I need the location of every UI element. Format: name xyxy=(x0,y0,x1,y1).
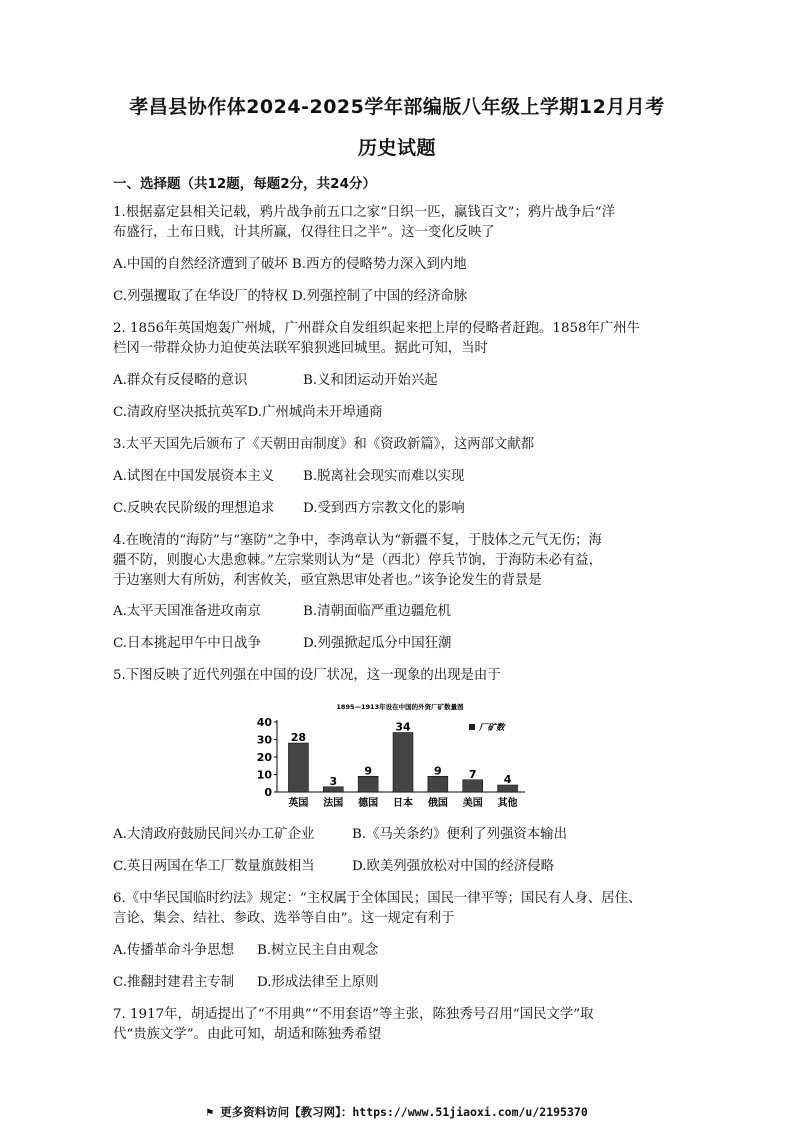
bar-value-label: 9 xyxy=(434,764,442,778)
q5-option-a: A.大清政府鼓励民间兴办工矿企业 xyxy=(113,827,315,842)
legend-swatch xyxy=(469,724,475,730)
chart-bars xyxy=(288,721,517,810)
legend-label: 厂矿数 xyxy=(479,723,505,733)
q4-stem-line3: 于边塞则大有所妨，利害攸关，亟宜熟思审处者也。”该争论发生的背景是 xyxy=(113,573,542,588)
q6-option-a: A.传播革命斗争思想 xyxy=(113,943,235,958)
q5-option-c: C.英日两国在华工厂数量旗鼓相当 xyxy=(113,859,315,874)
q4-stem-line2: 疆不防，则腹心大患愈棘。”左宗棠则认为“是（西北）停兵节饷，于海防未必有益， xyxy=(113,553,603,568)
q5-stem-line1: 5.下图反映了近代列强在中国的设厂状况，这一现象的出现是由于 xyxy=(113,668,501,683)
q4-option-c: C.日本挑起甲午中日战争 xyxy=(113,636,261,651)
q6-option-c: C.推翻封建君主专制 xyxy=(113,975,235,990)
bar-6 xyxy=(498,785,518,792)
bar-4 xyxy=(428,776,448,792)
q2-options-cd: C.清政府坚决抵抗英军D.广州城尚未开埠通商 xyxy=(113,405,383,420)
bar-value-label: 4 xyxy=(503,773,512,786)
x-tick-label: 日本 xyxy=(393,798,413,809)
footer-text: 更多资料访问【教习网】：https://www.51jiaoxi.com/u/2195370 xyxy=(220,1105,588,1119)
y-tick-label: 10 xyxy=(256,768,272,782)
q6-stem-line1: 6.《中华民国临时约法》规定：“主权属于全体国民；国民一律平等；国民有人身、居住、 xyxy=(113,891,642,906)
q5-option-d: D.欧美列强放松对中国的经济侵略 xyxy=(352,859,554,874)
flag-icon: ⚑ xyxy=(206,1105,221,1119)
q4-stem-line1: 4.在晚清的“海防”与“塞防”之争中，李鸿章认为“新疆不复，于肢体之元气无伤；海 xyxy=(113,533,602,548)
bar-5 xyxy=(463,780,483,792)
q6-option-d: D.形成法律至上原则 xyxy=(257,975,379,990)
x-tick-label: 其他 xyxy=(497,798,518,809)
chart-legend xyxy=(469,722,506,733)
bar-value-label: 3 xyxy=(329,774,338,788)
q4-option-a: A.太平天国准备进攻南京 xyxy=(113,604,261,619)
q2-stem-line1: 2. 1856年英国炮轰广州城，广州群众自发组织起来把上岸的侵略者赶跑。1858年广州牛 xyxy=(113,321,641,336)
bar-value-label: 28 xyxy=(290,731,307,744)
x-tick-label: 英国 xyxy=(288,798,309,809)
y-tick-label: 0 xyxy=(264,786,272,799)
q4-option-b: B.清朝面临严重边疆危机 xyxy=(303,604,452,619)
q6-stem-line2: 言论、集会、结社、参政、选举等自由”。这一规定有利于 xyxy=(113,911,455,926)
q3-option-c: C.反映农民阶级的理想追求 xyxy=(113,501,275,516)
foreign-factories-bar-chart xyxy=(250,700,540,815)
q1-options-cd: C.列强攫取了在华设厂的特权 D.列强控制了中国的经济命脉 xyxy=(113,289,468,304)
chart-title: 1895—1913年设在中国的外资厂矿数量图 xyxy=(336,703,464,711)
q4-option-d: D.列强掀起瓜分中国狂潮 xyxy=(303,636,452,651)
q1-options-ab: A.中国的自然经济遭到了破坏 B.西方的侵略势力深入到内地 xyxy=(113,257,467,272)
y-tick-label: 20 xyxy=(256,751,272,764)
q7-stem-line2: 代“贵族文学”。由此可知，胡适和陈独秀希望 xyxy=(113,1027,382,1042)
footer-link[interactable] xyxy=(0,1104,794,1120)
q2-stem-line2: 栏冈一带群众协力迫使英法联军狼狈逃回城里。据此可知，当时 xyxy=(113,341,488,356)
bar-value-label: 9 xyxy=(364,764,372,778)
q3-option-a: A.试图在中国发展资本主义 xyxy=(113,469,275,484)
q5-option-b: B.《马关条约》便利了列强资本输出 xyxy=(352,827,567,842)
x-tick-label: 德国 xyxy=(358,798,379,809)
exam-subtitle: 历史试题 xyxy=(357,137,436,159)
bar-3 xyxy=(393,733,413,793)
q7-stem-line1: 7. 1917年，胡适提出了“不用典”“不用套语”等主张，陈独秀号召用“国民文学”取 xyxy=(113,1007,594,1022)
section-heading: 一、选择题（共12题，每题2分，共24分） xyxy=(113,176,376,192)
q3-stem-line1: 3.太平天国先后颁布了《天朝田亩制度》和《资政新篇》，这两部文献都 xyxy=(113,437,535,452)
exam-title: 孝昌县协作体2024-2025学年部编版八年级上学期12月月考 xyxy=(129,96,665,118)
q1-stem-line2: 布盛行，土布日贱，计其所赢，仅得往日之半”。这一变化反映了 xyxy=(113,225,495,240)
x-tick-label: 美国 xyxy=(462,798,483,809)
q3-option-d: D.受到西方宗教文化的影响 xyxy=(303,501,465,516)
q3-option-b: B.脱离社会现实而难以实现 xyxy=(303,469,465,484)
q2-option-b: B.义和团运动开始兴起 xyxy=(303,373,438,388)
q1-stem-line1: 1.根据嘉定县相关记载，鸦片战争前五口之家“日织一匹，赢钱百文”；鸦片战争后“洋 xyxy=(113,205,615,220)
bar-value-label: 7 xyxy=(468,767,477,781)
x-tick-label: 俄国 xyxy=(427,798,448,809)
bar-value-label: 34 xyxy=(395,720,411,734)
x-tick-label: 法国 xyxy=(323,798,344,809)
bar-2 xyxy=(358,776,378,792)
q2-option-a: A.群众有反侵略的意识 xyxy=(113,373,248,388)
y-tick-label: 40 xyxy=(256,716,272,729)
q6-option-b: B.树立民主自由观念 xyxy=(257,943,379,958)
y-tick-label: 30 xyxy=(256,733,272,747)
bar-0 xyxy=(288,743,308,792)
